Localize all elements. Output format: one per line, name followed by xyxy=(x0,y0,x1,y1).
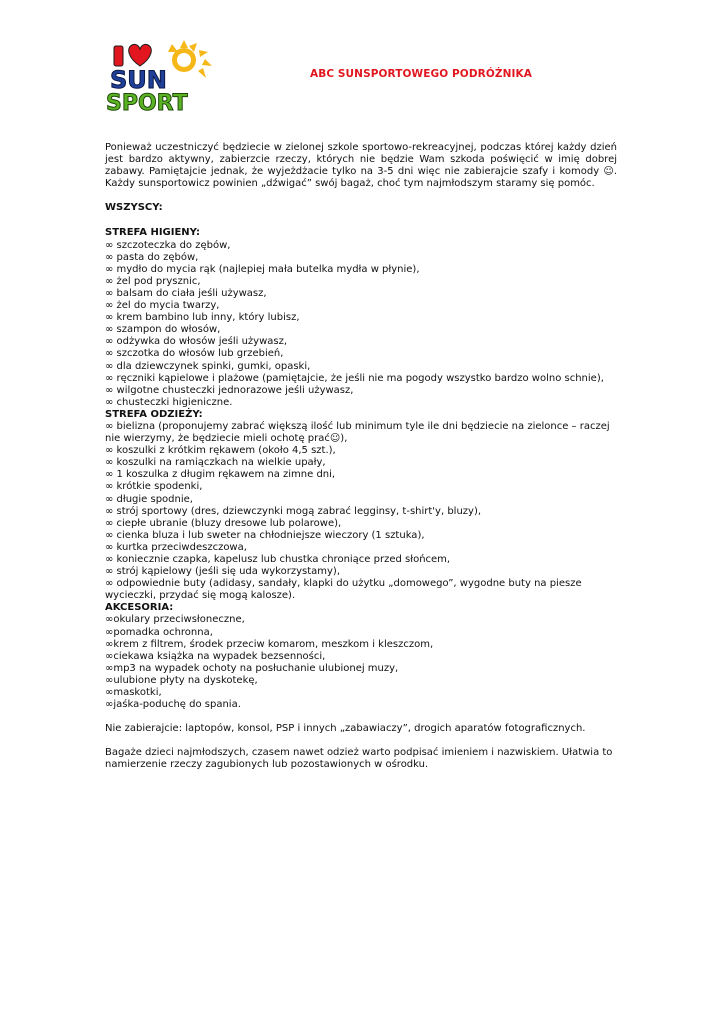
list-item: ∞ maskotki, xyxy=(105,687,617,699)
sun-icon xyxy=(168,40,212,78)
list-item: ∞ strój sportowy (dres, dziewczynki mogą zabrać legginsy, t-shirt'y, bluzy), xyxy=(105,506,617,518)
list-item: ∞ balsam do ciała jeśli używasz, xyxy=(105,288,617,300)
labeling-note: Bagaże dzieci najmłodszych, czasem nawet odzież warto podpisać imieniem i nazwiskiem. Ułatwia to namierzenie rzeczy zagubionych lub pozostawionych w ośrodku. xyxy=(105,747,613,771)
list-item: ∞ żel do mycia twarzy, xyxy=(105,300,617,312)
list-item: ∞ krem bambino lub inny, który lubisz, xyxy=(105,312,617,324)
list-item: ∞ ręczniki kąpielowe i plażowe (pamiętajcie, że jeśli nie ma pogody wszystko bardzo wolno schnie), xyxy=(105,373,617,385)
list-item: ∞ szczoteczka do zębów, xyxy=(105,240,617,252)
accessories-list xyxy=(105,614,617,711)
list-item: ∞ szczotka do włosów lub grzebień, xyxy=(105,348,617,360)
hygiene-heading: STREFA HIGIENY: xyxy=(105,227,201,239)
hygiene-list xyxy=(105,240,617,409)
list-item: ∞ krem z filtrem, środek przeciw komarom, meszkom i kleszczom, xyxy=(105,639,617,651)
list-item: ∞ kurtka przeciwdeszczowa, xyxy=(105,542,617,554)
list-item: ∞ ciepłe ubranie (bluzy dresowe lub polarowe), xyxy=(105,518,617,530)
list-item: ∞ mydło do mycia rąk (najlepiej mała butelka mydła w płynie), xyxy=(105,264,617,276)
accessories-heading: AKCESORIA: xyxy=(105,602,174,614)
list-item: ∞ jaśka-poduchę do spania. xyxy=(105,699,617,711)
list-item: ∞ szampon do włosów, xyxy=(105,324,617,336)
list-item: ∞ odżywka do włosów jeśli używasz, xyxy=(105,336,617,348)
list-item: ∞ koniecznie czapka, kapelusz lub chustka chroniące przed słońcem, xyxy=(105,554,617,566)
document-body xyxy=(105,142,617,772)
logo-text-sun: SUN xyxy=(110,66,167,94)
clothing-heading: STREFA ODZIEŻY: xyxy=(105,408,203,420)
list-item: ∞ cienka bluza i lub sweter na chłodniejsze wieczory (1 sztuka), xyxy=(105,530,617,542)
list-item: ∞ pomadka ochronna, xyxy=(105,627,617,639)
list-item: ∞ chusteczki higieniczne. xyxy=(105,397,617,409)
list-item: ∞ mp3 na wypadek ochoty na posłuchanie ulubionej muzy, xyxy=(105,663,617,675)
list-item: ∞ pasta do zębów, xyxy=(105,252,617,264)
intro-paragraph: Ponieważ uczestniczyć będziecie w zielonej szkole sportowo-rekreacyjnej, podczas której każdy dzień jest bardzo aktywny, zabierzcie rzeczy, których nie będzie Wam szkoda poświęcić w imię dobrej zabawy. Pamiętajcie jednak, że wyjeżdżacie tylko na 3-5 dni więc nie zabierajcie szafy i komody ☺. Każdy sunsportowicz powinien „dźwigać” swój bagaż, choć tym najmłodszym staramy się pomóc. xyxy=(105,142,617,190)
list-item: ∞ ciekawa książka na wypadek bezsenności, xyxy=(105,651,617,663)
logo-graphic xyxy=(104,38,218,114)
logo-text-sport: SPORT xyxy=(106,91,188,114)
everyone-heading: WSZYSCY: xyxy=(105,202,163,214)
list-item: ∞ długie spodnie, xyxy=(105,494,617,506)
sunsport-logo xyxy=(104,38,218,114)
list-item: ∞ koszulki z krótkim rękawem (około 4,5 szt.), xyxy=(105,445,617,457)
list-item: ∞ krótkie spodenki, xyxy=(105,481,617,493)
list-item: ∞ ulubione płyty na dyskotekę, xyxy=(105,675,617,687)
list-item: ∞ 1 koszulka z długim rękawem na zimne dni, xyxy=(105,469,617,481)
list-item: ∞ strój kąpielowy (jeśli się uda wykorzystamy), xyxy=(105,566,617,578)
list-item: ∞ koszulki na ramiączkach na wielkie upały, xyxy=(105,457,617,469)
document-title: ABC SUNSPORTOWEGO PODRÓŻNIKA xyxy=(310,68,532,80)
dont-bring-note: Nie zabierajcie: laptopów, konsol, PSP i innych „zabawiaczy”, drogich aparatów fotograficznych. xyxy=(105,723,586,735)
list-item: ∞ żel pod prysznic, xyxy=(105,276,617,288)
list-item: ∞ okulary przeciwsłoneczne, xyxy=(105,614,617,626)
list-item: ∞ dla dziewczynek spinki, gumki, opaski, xyxy=(105,361,617,373)
heart-icon xyxy=(129,44,152,66)
list-item: ∞ bielizna (proponujemy zabrać większą ilość lub minimum tyle ile dni będziecie na zielonce – raczej nie wierzymy, że będziecie mieli ochotę prać☺), xyxy=(105,421,617,445)
list-item: ∞ odpowiednie buty (adidasy, sandały, klapki do użytku „domowego”, wygodne buty na piesze wycieczki, przydać się mogą kalosze). xyxy=(105,578,617,602)
list-item: ∞ wilgotne chusteczki jednorazowe jeśli używasz, xyxy=(105,385,617,397)
clothing-list xyxy=(105,421,617,602)
